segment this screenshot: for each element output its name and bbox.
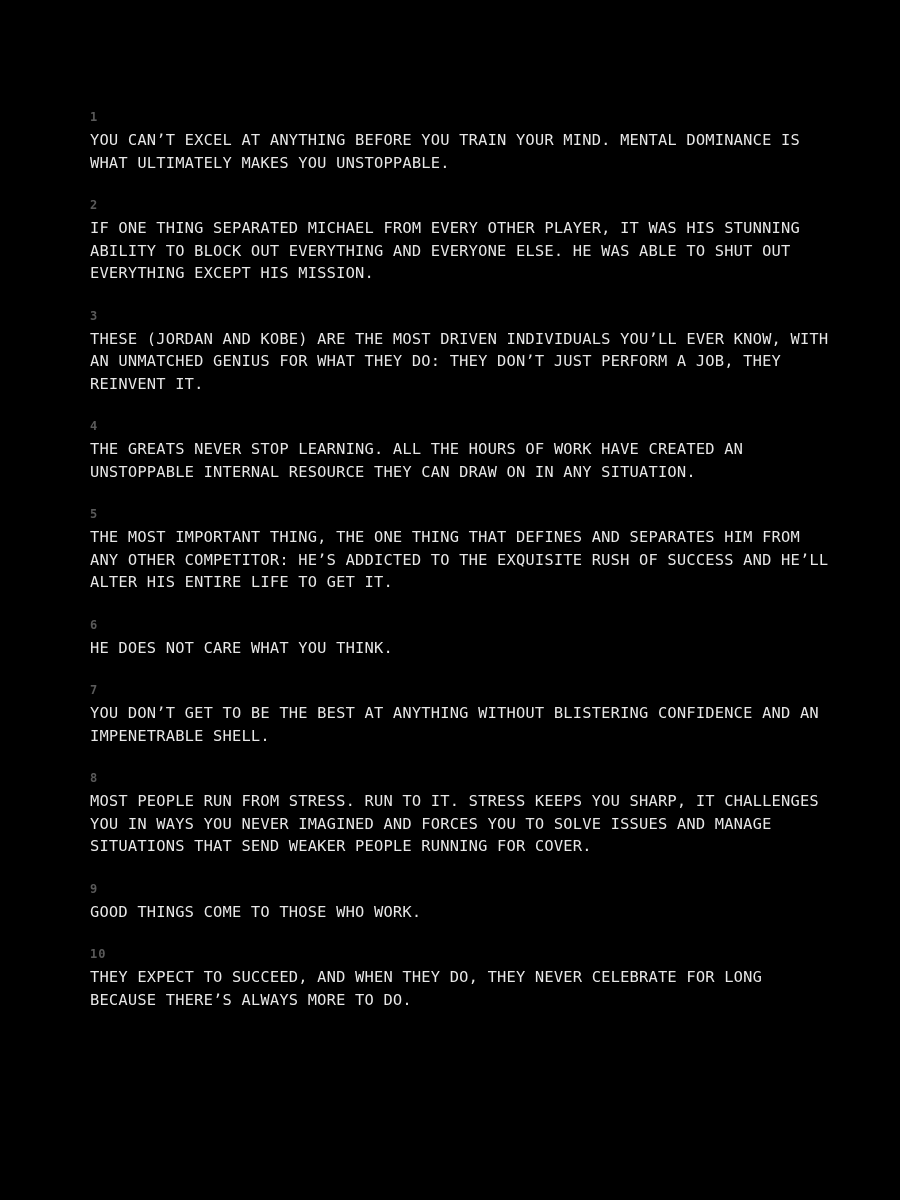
quote-text: THE GREATS NEVER STOP LEARNING. ALL THE HOURS OF WORK HAVE CREATED AN UNSTOPPABLE INTERNAL RESOURCE THEY CAN DRAW ON IN ANY SITUATION.	[90, 440, 744, 481]
quote-number: 8	[90, 771, 99, 785]
quote-item-10	[90, 945, 830, 1011]
quote-number: 5	[90, 507, 99, 521]
quote-item-2	[90, 196, 830, 285]
quote-text: IF ONE THING SEPARATED MICHAEL FROM EVERY OTHER PLAYER, IT WAS HIS STUNNING ABILITY TO BLOCK OUT EVERYTHING AND EVERYONE ELSE. HE WAS ABLE TO SHUT OUT EVERYTHING EXCEPT HIS MISSION.	[90, 219, 800, 282]
quote-number: 3	[90, 308, 99, 323]
quote-item-9	[90, 880, 830, 924]
quote-number: 10	[90, 947, 107, 961]
quote-number: 9	[90, 881, 99, 896]
quote-item-4	[90, 417, 830, 483]
quote-text: YOU CAN’T EXCEL AT ANYTHING BEFORE YOU TRAIN YOUR MIND. MENTAL DOMINANCE IS WHAT ULTIMATELY MAKES YOU UNSTOPPABLE.	[90, 131, 800, 172]
quote-text: HE DOES NOT CARE WHAT YOU THINK.	[90, 638, 393, 657]
quote-text: GOOD THINGS COME TO THOSE WHO WORK.	[90, 902, 422, 921]
quote-item-5	[90, 505, 830, 594]
quote-item-6	[90, 616, 830, 660]
quote-item-3	[90, 307, 830, 396]
quote-item-8	[90, 769, 830, 858]
quote-text: THEY EXPECT TO SUCCEED, AND WHEN THEY DO, THEY NEVER CELEBRATE FOR LONG BECAUSE THERE’S ALWAYS MORE TO DO.	[90, 968, 763, 1009]
quote-item-1	[90, 108, 830, 174]
quote-text: THE MOST IMPORTANT THING, THE ONE THING THAT DEFINES AND SEPARATES HIM FROM ANY OTHER COMPETITOR: HE’S ADDICTED TO THE EXQUISITE RUSH OF SUCCESS AND HE’LL ALTER HIS ENTIRE LIFE TO GET IT.	[90, 528, 829, 591]
quote-number: 7	[90, 683, 99, 697]
quote-text: THESE (JORDAN AND KOBE) ARE THE MOST DRIVEN INDIVIDUALS YOU’LL EVER KNOW, WITH AN UNMATCHED GENIUS FOR WHAT THEY DO: THEY DON’T JUST PERFORM A JOB, THEY REINVENT IT.	[90, 329, 829, 393]
quote-number: 1	[90, 110, 99, 124]
quote-number: 2	[90, 198, 99, 212]
quote-number: 6	[90, 617, 99, 632]
quote-number: 4	[90, 419, 99, 433]
quote-item-7	[90, 681, 830, 747]
quote-text: MOST PEOPLE RUN FROM STRESS. RUN TO IT. STRESS KEEPS YOU SHARP, IT CHALLENGES YOU IN WAYS YOU NEVER IMAGINED AND FORCES YOU TO SOLVE ISSUES AND MANAGE SITUATIONS THAT SEND WEAKER PEOPLE RUNNING FOR COVER.	[90, 792, 819, 855]
quote-text: YOU DON’T GET TO BE THE BEST AT ANYTHING WITHOUT BLISTERING CONFIDENCE AND AN IMPENETRABLE SHELL.	[90, 704, 819, 745]
quote-list	[90, 108, 830, 1033]
